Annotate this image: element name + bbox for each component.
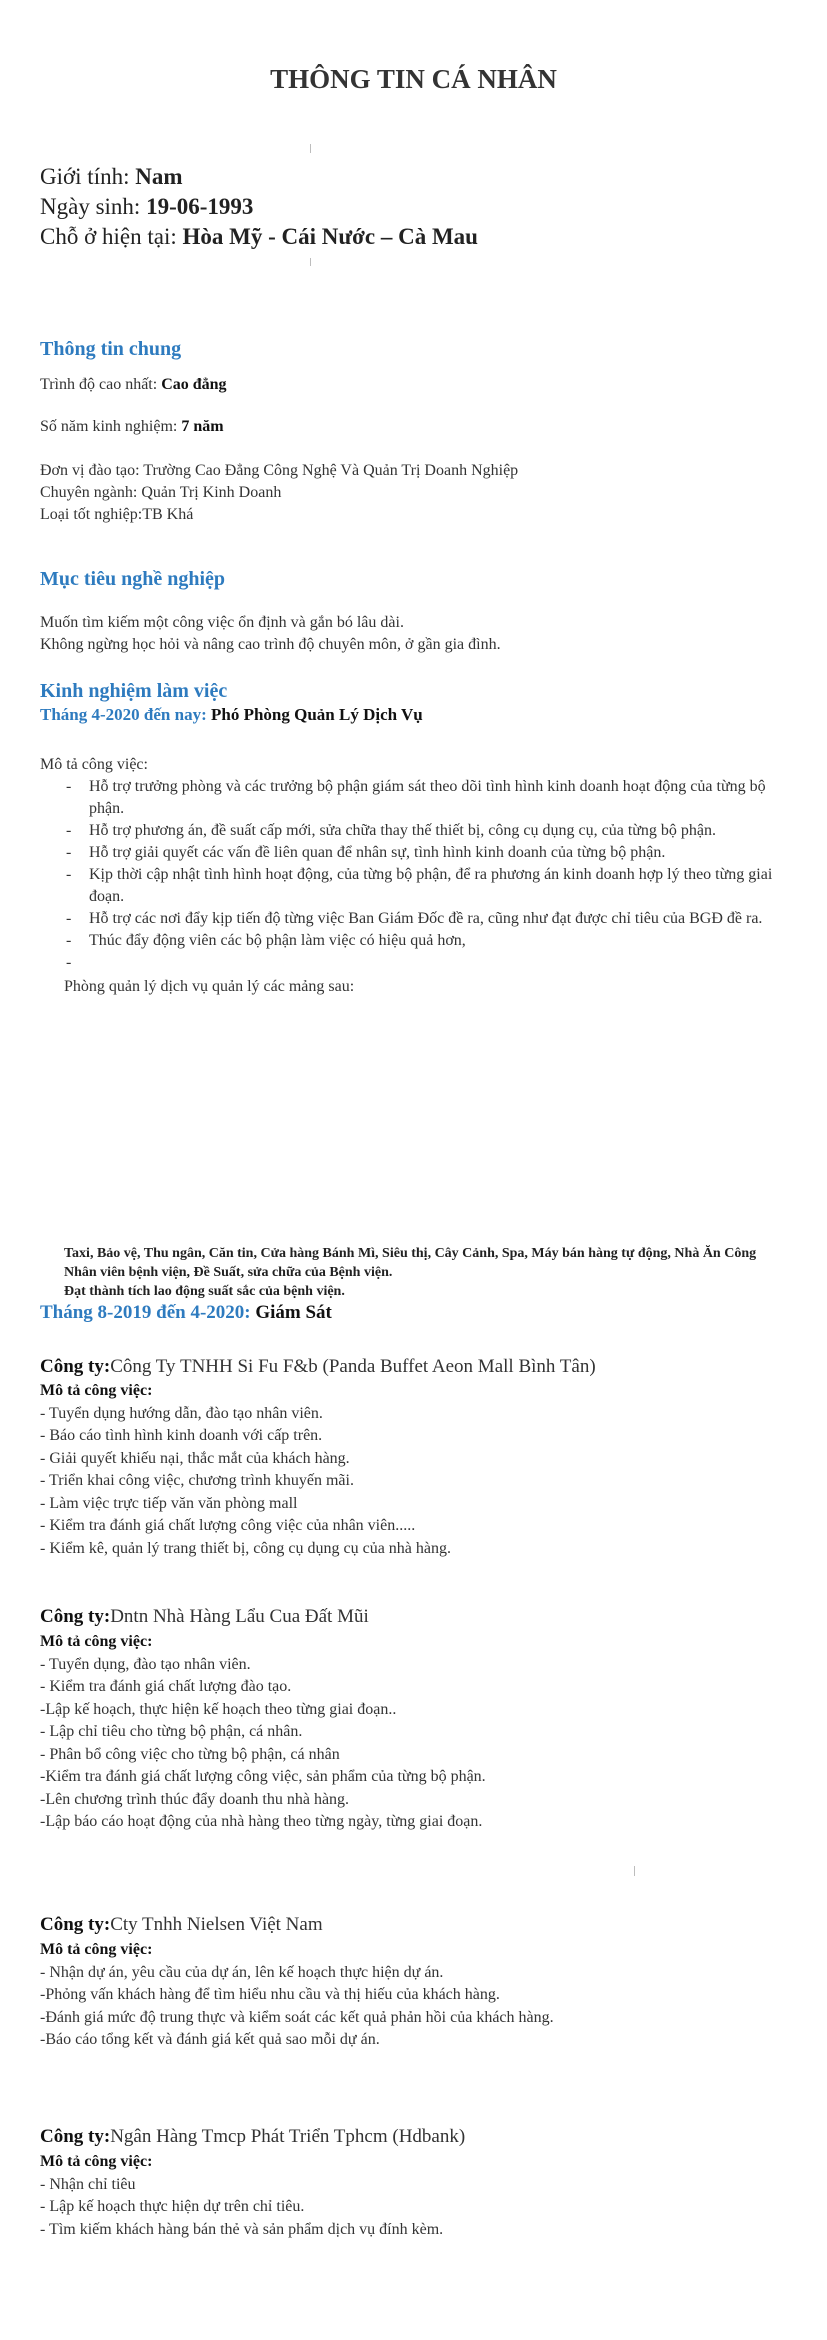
dob-label: Ngày sinh: [40,194,141,219]
company-label: Công ty: [40,1606,111,1627]
major-line: Chuyên ngành: Quản Trị Kinh Doanh [40,484,282,501]
job4-company [40,1914,323,1936]
job1-duty-list [40,776,800,974]
job1-desc-label: Mô tả công việc: [40,756,148,773]
company-name: Cty Tnhh Nielsen Việt Nam [110,1914,323,1935]
desc-label: Mô tả công việc: [40,2153,153,2170]
duty-line: - Nhận dự án, yêu cầu của dự án, lên kế hoạch thực hiện dự án. [40,1963,444,1981]
duty-line: - Giải quyết khiếu nại, thắc mắt của khách hàng. [40,1449,350,1467]
job3-company [40,1606,369,1628]
company-label: Công ty: [40,1914,111,1935]
duty-line: - Triển khai công việc, chương trình khuyến mãi. [40,1472,354,1489]
gender-line [40,162,183,192]
job1-role: Phó Phòng Quản Lý Dịch Vụ [210,705,423,724]
job2-period-text: Tháng 8-2019 đến 4-2020: [40,1302,251,1323]
scan-mark [634,1866,635,1876]
desc-label: Mô tả công việc: [40,1941,153,1958]
duty-line: - Kiểm tra đánh giá chất lượng đào tạo. [40,1678,292,1695]
job5-company [40,2126,465,2148]
general-heading: Thông tin chung [40,338,182,360]
duty-item: - Hỗ trợ phương án, đề suất cấp mới, sửa chữa thay thế thiết bị, công cụ dụng cụ, của từng bộ phận. [40,820,800,842]
gender-value: Nam [135,164,183,189]
duty-line: - Nhận chỉ tiêu [40,2175,136,2193]
job2-description [40,1380,451,1560]
company-name: Công Ty TNHH Si Fu F&b (Panda Buffet Aeon Mall Bình Tân) [110,1356,596,1377]
experience-heading: Kinh nghiệm làm việc [40,680,228,702]
duty-line: -Đánh giá mức độ trung thực và kiểm soát các kết quả phản hồi của khách hàng. [40,2008,554,2026]
education-line [40,374,227,396]
job2-period [40,1302,332,1324]
job3-description [40,1631,486,1834]
address-value: Hòa Mỹ - Cái Nước – Cà Mau [182,224,478,249]
gender-label: Giới tính: [40,164,130,189]
experience-years-line [40,416,224,438]
company-label: Công ty: [40,1356,111,1377]
duty-item: - Hỗ trợ các nơi đẩy kịp tiến độ từng việc Ban Giám Đốc đề ra, cũng như đạt được chỉ tiêu của BGĐ đề ra. [40,908,800,930]
school-line: Đơn vị đào tạo: Trường Cao Đẳng Công Nghệ Và Quản Trị Doanh Nghiệp [40,462,519,479]
areas-intro: Phòng quản lý dịch vụ quản lý các mảng sau: [64,978,355,995]
desc-label: Mô tả công việc: [40,1633,153,1650]
duty-line: -Phỏng vấn khách hàng để tìm hiểu nhu cầu và thị hiếu của khách hàng. [40,1986,500,2003]
dob-value: 19-06-1993 [146,194,254,219]
award-line: Đạt thành tích lao động suất sắc của bệnh viện. [64,1284,345,1299]
desc-label: Mô tả công việc: [40,1382,153,1399]
job2-role: Giám Sát [255,1302,332,1323]
objective-line: Muốn tìm kiếm một công việc ổn định và gắn bó lâu dài. [40,614,404,631]
job1-period-text: Tháng 4-2020 đến nay: [40,705,207,724]
dob-line [40,192,253,222]
areas-list: Taxi, Bảo vệ, Thu ngân, Căn tin, Cửa hàng Bánh Mì, Siêu thị, Cây Cảnh, Spa, Máy bán hàng tự động, Nhà Ăn Công Nhân viên bệnh viện, Đề Suất, sửa chữa của Bệnh viện. [64,1246,757,1280]
duty-item: - Thúc đẩy động viên các bộ phận làm việc có hiệu quả hơn, [40,930,800,952]
duty-line: -Báo cáo tổng kết và đánh giá kết quả sao mỗi dự án. [40,2031,380,2048]
duty-item: - Hỗ trợ giải quyết các vấn đề liên quan để nhân sự, tình hình kinh doanh của từng bộ phận. [40,842,800,864]
job2-company [40,1356,596,1378]
education-value: Cao đẳng [161,376,227,393]
scan-mark [310,144,311,153]
duty-line: - Báo cáo tình hình kinh doanh với cấp trên. [40,1427,323,1444]
duty-line: - Phân bổ công việc cho từng bộ phận, cá nhân [40,1745,340,1763]
address-label: Chỗ ở hiện tại: [40,224,177,249]
experience-value: 7 năm [181,418,224,435]
duty-line: - Tìm kiếm khách hàng bán thẻ và sản phẩm dịch vụ đính kèm. [40,2220,444,2238]
education-details [40,460,518,526]
objective-text [40,612,501,656]
company-name: Ngân Hàng Tmcp Phát Triển Tphcm (Hdbank) [110,2126,466,2147]
company-name: Dntn Nhà Hàng Lẩu Cua Đất Mũi [110,1606,369,1627]
objective-line: Không ngừng học hỏi và nâng cao trình độ chuyên môn, ở gần gia đình. [40,636,501,653]
address-line [40,222,478,252]
job1-period [40,705,423,725]
page-title: THÔNG TIN CÁ NHÂN [270,64,557,94]
duty-line: - Lập chỉ tiêu cho từng bộ phận, cá nhân. [40,1723,303,1740]
duty-item: - Kịp thời cập nhật tình hình hoạt động, của từng bộ phận, để ra phương án kinh doanh hợp lý theo từng giai đoạn. [40,864,800,908]
duty-line: -Kiểm tra đánh giá chất lượng công việc, sản phẩm của từng bộ phận. [40,1768,486,1785]
job5-description [40,2151,443,2241]
duty-item [40,952,800,974]
duty-line: -Lập kế hoạch, thực hiện kế hoạch theo từng giai đoạn.. [40,1700,397,1718]
experience-label: Số năm kinh nghiệm: [40,418,178,435]
objective-heading: Mục tiêu nghề nghiệp [40,568,226,590]
duty-line: -Lập báo cáo hoạt động của nhà hàng theo từng ngày, từng giai đoạn. [40,1813,483,1830]
job1-areas-block [64,1244,784,1301]
education-label: Trình độ cao nhất: [40,376,158,393]
job1-description [40,754,800,998]
duty-line: - Kiểm tra đánh giá chất lượng công việc của nhân viên..... [40,1517,416,1534]
company-label: Công ty: [40,2126,111,2147]
duty-line: -Lên chương trình thúc đẩy doanh thu nhà hàng. [40,1790,350,1808]
duty-line: - Tuyển dụng hướng dẫn, đào tạo nhân viên. [40,1404,323,1422]
duty-item: - Hỗ trợ trưởng phòng và các trưởng bộ phận giám sát theo dõi tình hình kinh doanh hoạt động của từng bộ phận. [40,776,800,820]
duty-line: - Tuyển dụng, đào tạo nhân viên. [40,1655,251,1673]
job4-description [40,1939,554,2052]
duty-line: - Làm việc trực tiếp văn văn phòng mall [40,1494,298,1512]
duty-line: - Kiểm kê, quản lý trang thiết bị, công cụ dụng cụ của nhà hàng. [40,1539,451,1557]
scan-mark [310,258,311,266]
duty-line: - Lập kế hoạch thực hiện dự trên chỉ tiêu. [40,2198,305,2215]
grade-line: Loại tốt nghiệp:TB Khá [40,506,194,523]
